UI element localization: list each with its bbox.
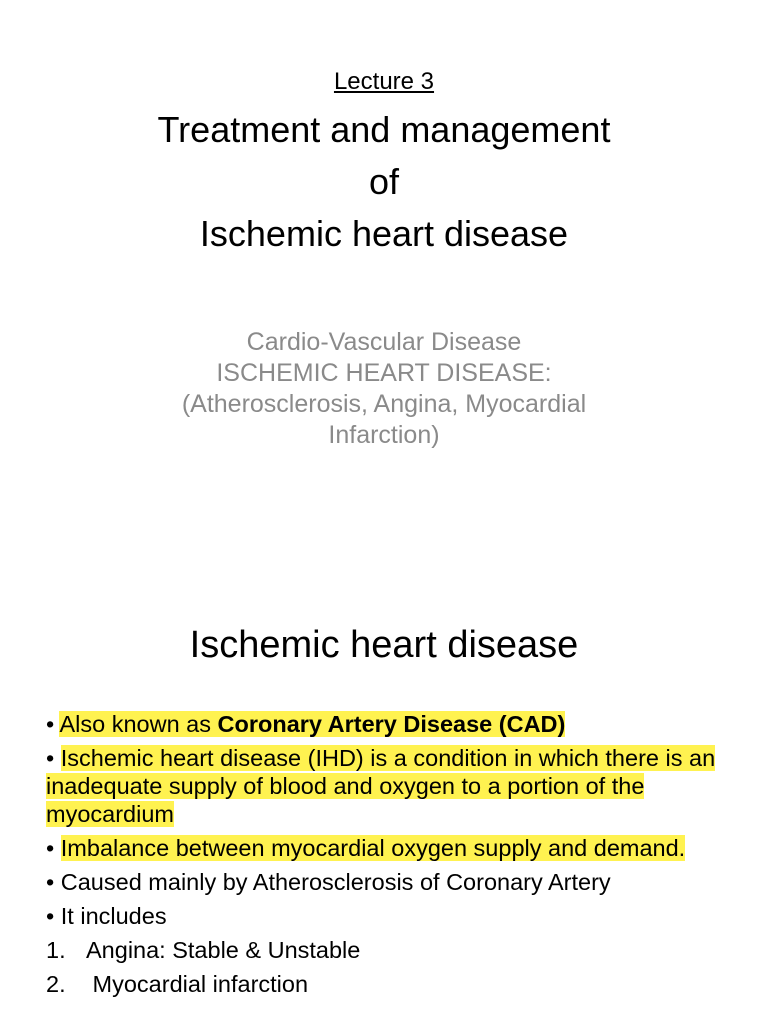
bullet-item [46,710,736,738]
numbered-item [46,936,736,964]
subtitle-line: (Atherosclerosis, Angina, Myocardial [181,390,587,418]
slide-1-title [0,104,768,260]
slide-2 [0,580,768,1024]
bullet-icon: • [46,869,61,895]
bullet-text: It includes [60,903,167,929]
bullet-icon: • [46,903,61,929]
bullet-list [46,710,736,1004]
bullet-item [46,902,736,930]
slide-1-subtitle [0,327,768,451]
bullet-highlight [59,711,565,737]
bullet-item [46,834,736,862]
bullet-text: Also known as [59,711,218,737]
slide-2-title: Ischemic heart disease [189,624,579,666]
item-number: 1. [46,937,66,963]
title-line: of [368,161,400,202]
subtitle-line: Cardio-Vascular Disease [246,328,522,356]
numbered-text: Angina: Stable & Unstable [86,937,361,963]
bullet-icon: • [46,745,61,771]
numbered-item [46,970,736,998]
bullet-icon: • [46,711,60,737]
lecture-label: Lecture 3 [333,68,435,95]
bullet-icon: • [46,835,61,861]
bullet-item [46,744,736,828]
bullet-text: Ischemic heart disease (IHD) is a condition in which there is an inadequate supply of blood and oxygen to a portion of the myocardium [46,745,716,827]
bullet-item [46,868,736,896]
numbered-text: Myocardial infarction [86,971,309,997]
bullet-text: Imbalance between myocardial oxygen supply and demand. [60,835,686,861]
title-line: Ischemic heart disease [199,213,569,254]
subtitle-line: ISCHEMIC HEART DISEASE: [216,359,552,387]
title-line: Treatment and management [157,109,611,150]
bullet-text: Caused mainly by Atherosclerosis of Coronary Artery [60,869,611,895]
item-number: 2. [46,971,66,997]
bullet-bold-text: Coronary Artery Disease (CAD) [217,711,566,737]
subtitle-line: Infarction) [328,421,440,449]
